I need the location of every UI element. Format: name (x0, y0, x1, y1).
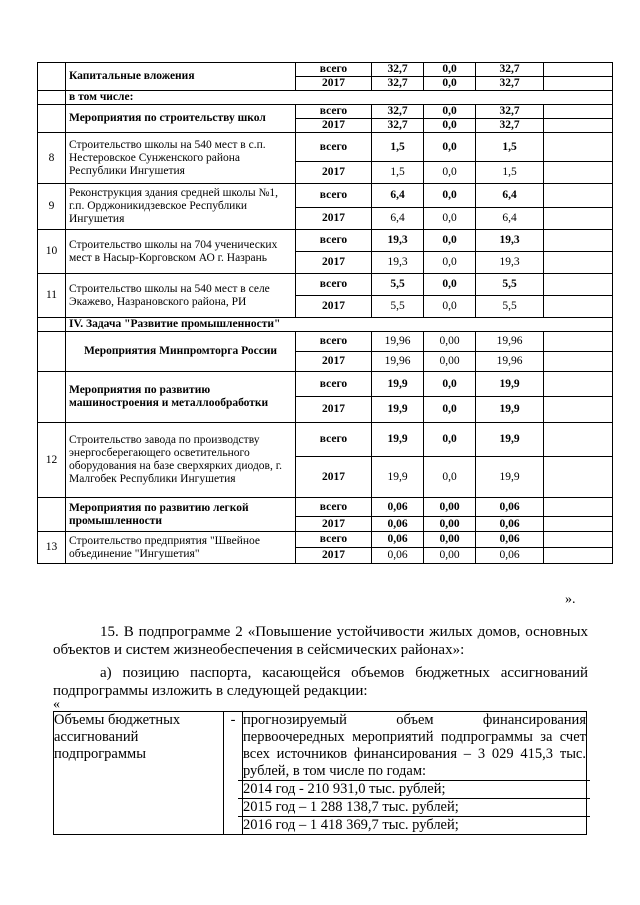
value-cell-b: 0,0 (424, 208, 476, 230)
group-label: Мероприятия по развитию машиностроения и металлообработки (66, 372, 296, 423)
value-cell-b: 0,0 (424, 397, 476, 423)
passport-year-2016: 2016 год – 1 418 369,7 тыс. рублей; (243, 817, 459, 833)
value-cell-c: 0,06 (476, 517, 544, 532)
value-cell-b: 0,00 (424, 498, 476, 517)
value-cell-a: 32,7 (372, 63, 424, 77)
item-label: Строительство завода по производству энергосберегающего осветительного оборудования на базе сверхярких диодов, г. Малгобек Республики Ингушетия (66, 423, 296, 498)
empty-cell (544, 230, 613, 252)
table-row (38, 105, 613, 119)
period-cell: всего (296, 332, 372, 352)
value-cell-c: 32,7 (476, 63, 544, 77)
period-cell: всего (296, 133, 372, 162)
table-row (38, 532, 613, 548)
period-cell: всего (296, 498, 372, 517)
empty-cell (544, 352, 613, 372)
closing-quote: ». (565, 592, 576, 607)
value-cell-b: 0,0 (424, 423, 476, 457)
row-number (38, 318, 66, 332)
paragraph-15: 15. В подпрограмме 2 «Повышение устойчивости жилых домов, основных объектов и систем жизнеобеспечения в сейсмических районах»: (53, 624, 588, 658)
empty-cell (544, 184, 613, 208)
value-cell-a: 0,06 (372, 532, 424, 548)
value-cell-a: 32,7 (372, 77, 424, 91)
value-cell-a: 19,9 (372, 457, 424, 498)
value-cell-a: 0,06 (372, 548, 424, 564)
table-row (38, 332, 613, 352)
passport-content (243, 712, 587, 835)
period-cell: всего (296, 372, 372, 397)
opening-quote: « (53, 697, 60, 712)
table-row (38, 184, 613, 208)
value-cell-b: 0,0 (424, 63, 476, 77)
value-cell-b: 0,00 (424, 352, 476, 372)
period-cell: 2017 (296, 77, 372, 91)
value-cell-a: 6,4 (372, 184, 424, 208)
period-cell: 2017 (296, 119, 372, 133)
period-cell: 2017 (296, 352, 372, 372)
empty-cell (544, 532, 613, 548)
value-cell-c: 19,9 (476, 423, 544, 457)
value-cell-b: 0,0 (424, 133, 476, 162)
value-cell-a: 1,5 (372, 162, 424, 184)
passport-row (54, 712, 587, 835)
group-label: Капитальные вложения (66, 63, 296, 91)
item-label: Строительство школы на 540 мест в с.п. Нестеровское Сунженского района Республики Ингушетия (66, 133, 296, 184)
value-cell-b: 0,0 (424, 230, 476, 252)
section-heading: IV. Задача "Развитие промышленности" (66, 318, 613, 332)
value-cell-b: 0,0 (424, 457, 476, 498)
empty-cell (544, 252, 613, 274)
period-cell: всего (296, 532, 372, 548)
passport-table (53, 711, 587, 835)
empty-cell (544, 498, 613, 517)
value-cell-c: 32,7 (476, 105, 544, 119)
value-cell-a: 19,9 (372, 423, 424, 457)
value-cell-a: 19,9 (372, 372, 424, 397)
value-cell-c: 32,7 (476, 119, 544, 133)
value-cell-a: 32,7 (372, 119, 424, 133)
value-cell-a: 6,4 (372, 208, 424, 230)
value-cell-a: 5,5 (372, 274, 424, 296)
value-cell-b: 0,0 (424, 162, 476, 184)
period-cell: всего (296, 230, 372, 252)
value-cell-b: 0,00 (424, 548, 476, 564)
item-label: Строительство школы на 540 мест в селе Экажево, Назрановского района, РИ (66, 274, 296, 318)
value-cell-a: 19,3 (372, 252, 424, 274)
value-cell-c: 19,9 (476, 457, 544, 498)
section-row (38, 91, 613, 105)
value-cell-c: 19,96 (476, 352, 544, 372)
row-number (38, 105, 66, 133)
period-cell: 2017 (296, 296, 372, 318)
value-cell-a: 19,96 (372, 332, 424, 352)
row-number: 12 (38, 423, 66, 498)
period-cell: всего (296, 63, 372, 77)
empty-cell (544, 296, 613, 318)
period-cell: 2017 (296, 517, 372, 532)
value-cell-b: 0,00 (424, 517, 476, 532)
value-cell-c: 19,9 (476, 397, 544, 423)
value-cell-b: 0,0 (424, 77, 476, 91)
empty-cell (544, 162, 613, 184)
group-label: Мероприятия по строительству школ (66, 105, 296, 133)
value-cell-c: 6,4 (476, 208, 544, 230)
period-cell: 2017 (296, 548, 372, 564)
empty-cell (544, 332, 613, 352)
value-cell-c: 19,9 (476, 372, 544, 397)
table-row (38, 230, 613, 252)
paragraph-a: а) позицию паспорта, касающейся объемов бюджетных ассигнований подпрограммы изложить в следующей редакции: (53, 665, 588, 699)
empty-cell (544, 208, 613, 230)
empty-cell (544, 397, 613, 423)
value-cell-c: 1,5 (476, 133, 544, 162)
value-cell-c: 1,5 (476, 162, 544, 184)
value-cell-c: 0,06 (476, 548, 544, 564)
row-number (38, 91, 66, 105)
value-cell-b: 0,0 (424, 252, 476, 274)
table-row (38, 423, 613, 457)
period-cell: 2017 (296, 252, 372, 274)
value-cell-a: 19,3 (372, 230, 424, 252)
value-cell-b: 0,0 (424, 372, 476, 397)
empty-cell (544, 119, 613, 133)
row-number: 11 (38, 274, 66, 318)
empty-cell (544, 548, 613, 564)
period-cell: всего (296, 184, 372, 208)
value-cell-c: 0,06 (476, 532, 544, 548)
row-number: 13 (38, 532, 66, 564)
row-number (38, 498, 66, 532)
empty-cell (544, 457, 613, 498)
value-cell-a: 5,5 (372, 296, 424, 318)
value-cell-c: 19,96 (476, 332, 544, 352)
period-cell: всего (296, 423, 372, 457)
period-cell: 2017 (296, 208, 372, 230)
table-row (38, 274, 613, 296)
row-number: 8 (38, 133, 66, 184)
value-cell-c: 5,5 (476, 274, 544, 296)
value-cell-c: 19,3 (476, 252, 544, 274)
value-cell-b: 0,0 (424, 296, 476, 318)
item-label: Реконструкция здания средней школы №1, г.п. Орджоникидзевское Республики Ингушетия (66, 184, 296, 230)
value-cell-b: 0,00 (424, 332, 476, 352)
value-cell-b: 0,0 (424, 105, 476, 119)
table-row (38, 133, 613, 162)
empty-cell (544, 105, 613, 119)
empty-cell (544, 63, 613, 77)
value-cell-c: 6,4 (476, 184, 544, 208)
value-cell-a: 32,7 (372, 105, 424, 119)
group-label: Мероприятия по развитию легкой промышленности (66, 498, 296, 532)
row-number (38, 332, 66, 372)
period-cell: 2017 (296, 162, 372, 184)
passport-year-2014: 2014 год - 210 931,0 тыс. рублей; (238, 781, 590, 799)
value-cell-a: 0,06 (372, 498, 424, 517)
table-row (38, 498, 613, 517)
value-cell-a: 19,9 (372, 397, 424, 423)
value-cell-c: 5,5 (476, 296, 544, 318)
empty-cell (544, 77, 613, 91)
value-cell-a: 19,96 (372, 352, 424, 372)
period-cell: всего (296, 274, 372, 296)
empty-cell (544, 517, 613, 532)
passport-year-2015: 2015 год – 1 288 138,7 тыс. рублей; (238, 799, 590, 817)
empty-cell (544, 423, 613, 457)
row-number (38, 63, 66, 91)
item-label: Строительство предприятия "Швейное объединение "Ингушетия" (66, 532, 296, 564)
value-cell-a: 1,5 (372, 133, 424, 162)
period-cell: всего (296, 105, 372, 119)
value-cell-c: 32,7 (476, 77, 544, 91)
financing-table (37, 62, 613, 564)
period-cell: 2017 (296, 457, 372, 498)
empty-cell (544, 372, 613, 397)
item-label: Строительство школы на 704 ученических мест в Насыр-Корговском АО г. Назрань (66, 230, 296, 274)
empty-cell (544, 274, 613, 296)
passport-dash: - (224, 712, 243, 835)
table-row (38, 372, 613, 397)
passport-text: прогнозируемый объем финансирования первоочередных мероприятий подпрограммы за счет всех источников финансирования – 3 029 415,3 тыс. рублей, в том числе по годам: (238, 712, 590, 781)
section-heading: в том числе: (66, 91, 613, 105)
value-cell-b: 0,00 (424, 532, 476, 548)
group-label: Мероприятия Минпромторга России (66, 332, 296, 372)
value-cell-c: 19,3 (476, 230, 544, 252)
row-number (38, 372, 66, 423)
value-cell-b: 0,0 (424, 119, 476, 133)
value-cell-b: 0,0 (424, 184, 476, 208)
row-number: 9 (38, 184, 66, 230)
table-row (38, 63, 613, 77)
value-cell-b: 0,0 (424, 274, 476, 296)
passport-position-name: Объемы бюджетных ассигнований подпрограммы (54, 712, 224, 835)
value-cell-a: 0,06 (372, 517, 424, 532)
period-cell: 2017 (296, 397, 372, 423)
section-row (38, 318, 613, 332)
empty-cell (544, 133, 613, 162)
value-cell-c: 0,06 (476, 498, 544, 517)
row-number: 10 (38, 230, 66, 274)
